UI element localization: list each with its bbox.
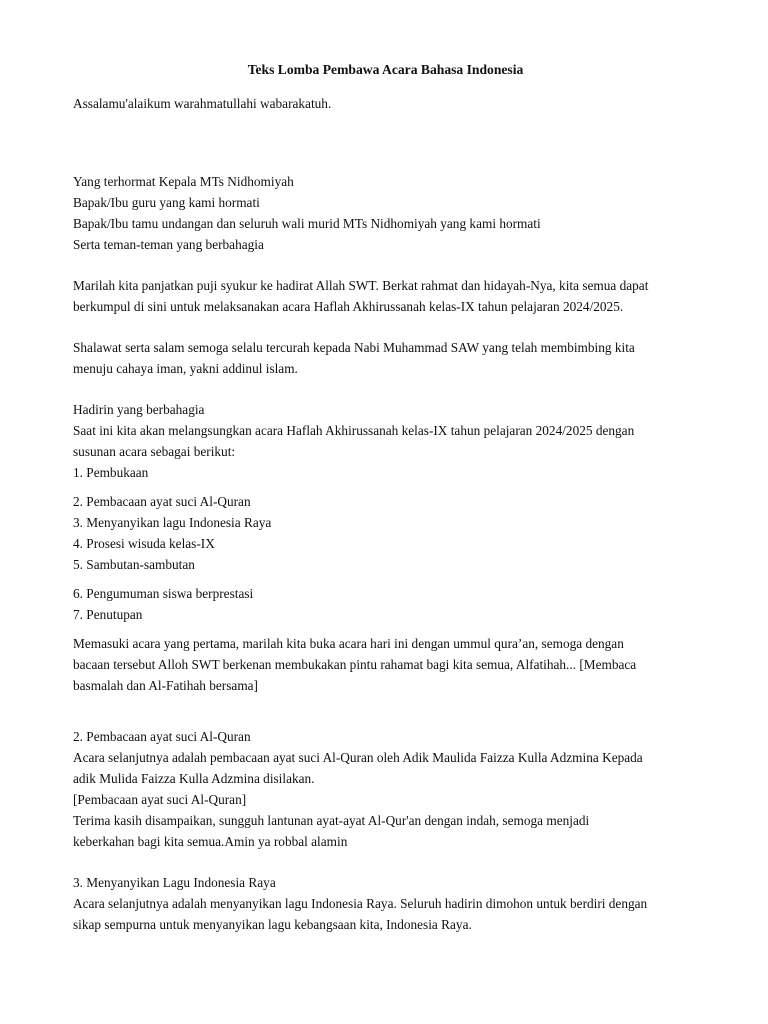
paragraph-line: Hadirin yang berbahagia [73, 402, 205, 417]
paragraph-line: berkumpul di sini untuk melaksanakan acara Haflah Akhirussanah kelas-IX tahun pelajaran 2024/2025. [73, 299, 624, 314]
salutation-line: Yang terhormat Kepala MTs Nidhomiyah [73, 174, 294, 189]
agenda-item: 2. Pembacaan ayat suci Al-Quran [73, 494, 251, 509]
agenda-item: 5. Sambutan-sambutan [73, 557, 195, 572]
paragraph-line: menuju cahaya iman, yakni addinul islam. [73, 361, 298, 376]
paragraph-line: Acara selanjutnya adalah menyanyikan lagu Indonesia Raya. Seluruh hadirin dimohon untuk berdiri dengan [73, 896, 648, 911]
paragraph-line: Memasuki acara yang pertama, marilah kita buka acara hari ini dengan ummul qura’an, semoga dengan [73, 636, 624, 651]
shalawat-paragraph [73, 337, 698, 379]
document-page [73, 61, 698, 935]
agenda-item: 1. Pembukaan [73, 465, 149, 480]
paragraph-line: Saat ini kita akan melangsungkan acara Haflah Akhirussanah kelas-IX tahun pelajaran 2024/2025 dengan [73, 423, 635, 438]
paragraph-line: [Pembacaan ayat suci Al-Quran] [73, 792, 247, 807]
salutation-line: Bapak/Ibu guru yang kami hormati [73, 195, 260, 210]
opening-paragraph [73, 275, 698, 317]
greeting: Assalamu'alaikum warahmatullahi wabarakatuh. [73, 96, 332, 111]
paragraph-line: basmalah dan Al-Fatihah bersama] [73, 678, 258, 693]
paragraph-line: Shalawat serta salam semoga selalu tercurah kepada Nabi Muhammad SAW yang telah membimbing kita [73, 340, 635, 355]
spacer [73, 696, 698, 726]
section-heading: 3. Menyanyikan Lagu Indonesia Raya [73, 875, 276, 890]
anthem-section [73, 872, 698, 935]
spacer [73, 852, 698, 872]
spacer [73, 575, 698, 583]
section-heading: 2. Pembacaan ayat suci Al-Quran [73, 729, 251, 744]
agenda-item: 7. Penutupan [73, 607, 143, 622]
salutation-line: Serta teman-teman yang berbahagia [73, 237, 264, 252]
spacer [73, 255, 698, 275]
spacer [73, 114, 698, 171]
paragraph-line: bacaan tersebut Alloh SWT berkenan membukakan pintu rahamat bagi kita semua, Alfatihah... [Membaca [73, 657, 637, 672]
spacer [73, 317, 698, 337]
quran-section [73, 726, 698, 852]
paragraph-line: susunan acara sebagai berikut: [73, 444, 236, 459]
agenda-item: 6. Pengumuman siswa berprestasi [73, 586, 254, 601]
agenda-item: 4. Prosesi wisuda kelas-IX [73, 536, 215, 551]
paragraph-line: Terima kasih disampaikan, sungguh lantunan ayat-ayat Al-Qur'an dengan indah, semoga menjadi [73, 813, 590, 828]
agenda-intro [73, 399, 698, 462]
agenda-item: 3. Menyanyikan lagu Indonesia Raya [73, 515, 272, 530]
document-title: Teks Lomba Pembawa Acara Bahasa Indonesia [247, 62, 524, 77]
salutation-line: Bapak/Ibu tamu undangan dan seluruh wali murid MTs Nidhomiyah yang kami hormati [73, 216, 541, 231]
paragraph-line: keberkahan bagi kita semua.Amin ya robbal alamin [73, 834, 348, 849]
salutations [73, 171, 698, 255]
paragraph-line: sikap sempurna untuk menyanyikan lagu kebangsaan kita, Indonesia Raya. [73, 917, 472, 932]
spacer [73, 483, 698, 491]
opening-section [73, 633, 698, 696]
spacer [73, 625, 698, 633]
spacer [73, 379, 698, 399]
paragraph-line: Marilah kita panjatkan puji syukur ke hadirat Allah SWT. Berkat rahmat dan hidayah-Nya, kita semua dapat [73, 278, 649, 293]
paragraph-line: Acara selanjutnya adalah pembacaan ayat suci Al-Quran oleh Adik Maulida Faizza Kulla Adzmina Kepada [73, 750, 643, 765]
paragraph-line: adik Mulida Faizza Kulla Adzmina disilakan. [73, 771, 315, 786]
agenda-list [73, 462, 698, 625]
